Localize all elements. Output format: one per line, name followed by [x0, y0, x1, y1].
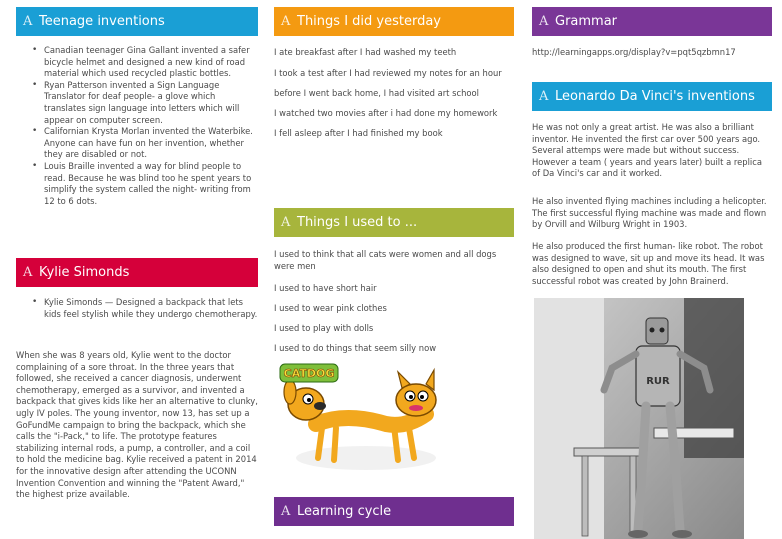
- a-letter-icon: A: [281, 14, 291, 29]
- list-item: • Californian Krysta Morlan invented the Waterbike. Anyone can have fun on her invention, whether they are disabled or not.: [30, 126, 258, 161]
- grammar-title: Grammar: [555, 14, 618, 29]
- robot-photo: [534, 298, 744, 539]
- a-letter-icon: A: [23, 14, 33, 29]
- learning-header: [274, 497, 514, 526]
- davinci-paragraph: He was not only a great artist. He was also a brilliant inventor. He invented the first car over 500 years ago. Several attemps were made but without success. However a team ( years and years later) built a replica of Da Vinci's car and it worked.: [532, 122, 762, 179]
- usedto-line: I used to wear pink clothes: [274, 303, 387, 313]
- grammar-header: [532, 7, 772, 36]
- list-item: • Kylie Simonds — Designed a backpack that lets kids feel stylish while they undergo chemotherapy.: [30, 297, 258, 320]
- yesterday-line: I fell asleep after I had finished my book: [274, 128, 443, 138]
- list-item: • Canadian teenager Gina Gallant invented a safer bicycle helmet and designed a new kind of road material which used recycled plastic bottles.: [30, 45, 258, 80]
- teenage-title: Teenage inventions: [39, 14, 165, 29]
- usedto-title: Things I used to ...: [297, 215, 418, 230]
- usedto-line: I used to think that all cats were women and all dogs were men: [274, 249, 497, 271]
- davinci-paragraph: He also produced the first human- like robot. The robot was designed to wave, sit up and move its head. It was also designed to open and shut its mouth. The first successful robot was created by John Brainerd.: [532, 241, 765, 286]
- list-item: • Ryan Patterson invented a Sign Language Translator for deaf people- a glove which translates sign language into letters which will appear on computer screen.: [30, 80, 258, 126]
- a-letter-icon: A: [23, 265, 33, 280]
- yesterday-line: I ate breakfast after I had washed my teeth: [274, 47, 457, 57]
- robot-chest-text: RUR: [646, 376, 670, 387]
- usedto-line: I used to play with dolls: [274, 323, 374, 333]
- yesterday-line: I took a test after I had reviewed my notes for an hour: [274, 68, 502, 78]
- yesterday-title: Things I did yesterday: [297, 14, 441, 29]
- davinci-paragraph: He also invented flying machines including a helicopter. The first successful flying machine was made and flown by Orvill and Wilburg Wright in 1903.: [532, 196, 767, 230]
- grammar-link[interactable]: http://learningapps.org/display?v=pqt5qzbmn17: [532, 47, 736, 57]
- usedto-header: [274, 208, 514, 237]
- teenage-list: [30, 45, 258, 207]
- list-item: • Louis Braille invented a way for blind people to read. Because he was blind too he spent years to simplify the system called the night- writing from 12 to 6 dots.: [30, 161, 258, 207]
- kylie-title: Kylie Simonds: [39, 265, 130, 280]
- a-letter-icon: A: [539, 89, 549, 104]
- kylie-header: [16, 258, 258, 287]
- usedto-line: I used to do things that seem silly now: [274, 343, 437, 353]
- kylie-list: [30, 297, 258, 320]
- davinci-header: [532, 82, 772, 111]
- teenage-header: [16, 7, 258, 36]
- learning-title: Learning cycle: [297, 504, 392, 519]
- a-letter-icon: A: [281, 504, 291, 519]
- yesterday-line: I watched two movies after i had done my homework: [274, 108, 498, 118]
- a-letter-icon: A: [539, 14, 549, 29]
- yesterday-line: before I went back home, I had visited art school: [274, 88, 479, 98]
- a-letter-icon: A: [281, 215, 291, 230]
- yesterday-header: [274, 7, 514, 36]
- usedto-line: I used to have short hair: [274, 283, 377, 293]
- catdog-logo: CATDOG: [283, 367, 335, 380]
- catdog-image: [276, 362, 442, 474]
- kylie-paragraph: When she was 8 years old, Kylie went to the doctor complaining of a sore throat. In the three years that followed, she received a cancer diagnosis, underwent chemotherapy, emerged as a survivor, and invented a backpack that gives kids like her an alternative to clunky, ugly IV poles. The young inventor, now 13, has set up a GoFundMe campaign to bring the backpack, which she calls the "i-Pack," to life. The prototype features stabilizing internal rods, a pump, a controller, and a coil to hold the medicine bag. Kylie received a patent in 2014 for the innovative design after attending the UCONN Invention Convention and winning the "Patent Award," the highest prize available.: [16, 350, 258, 500]
- davinci-title: Leonardo Da Vinci's inventions: [555, 89, 755, 104]
